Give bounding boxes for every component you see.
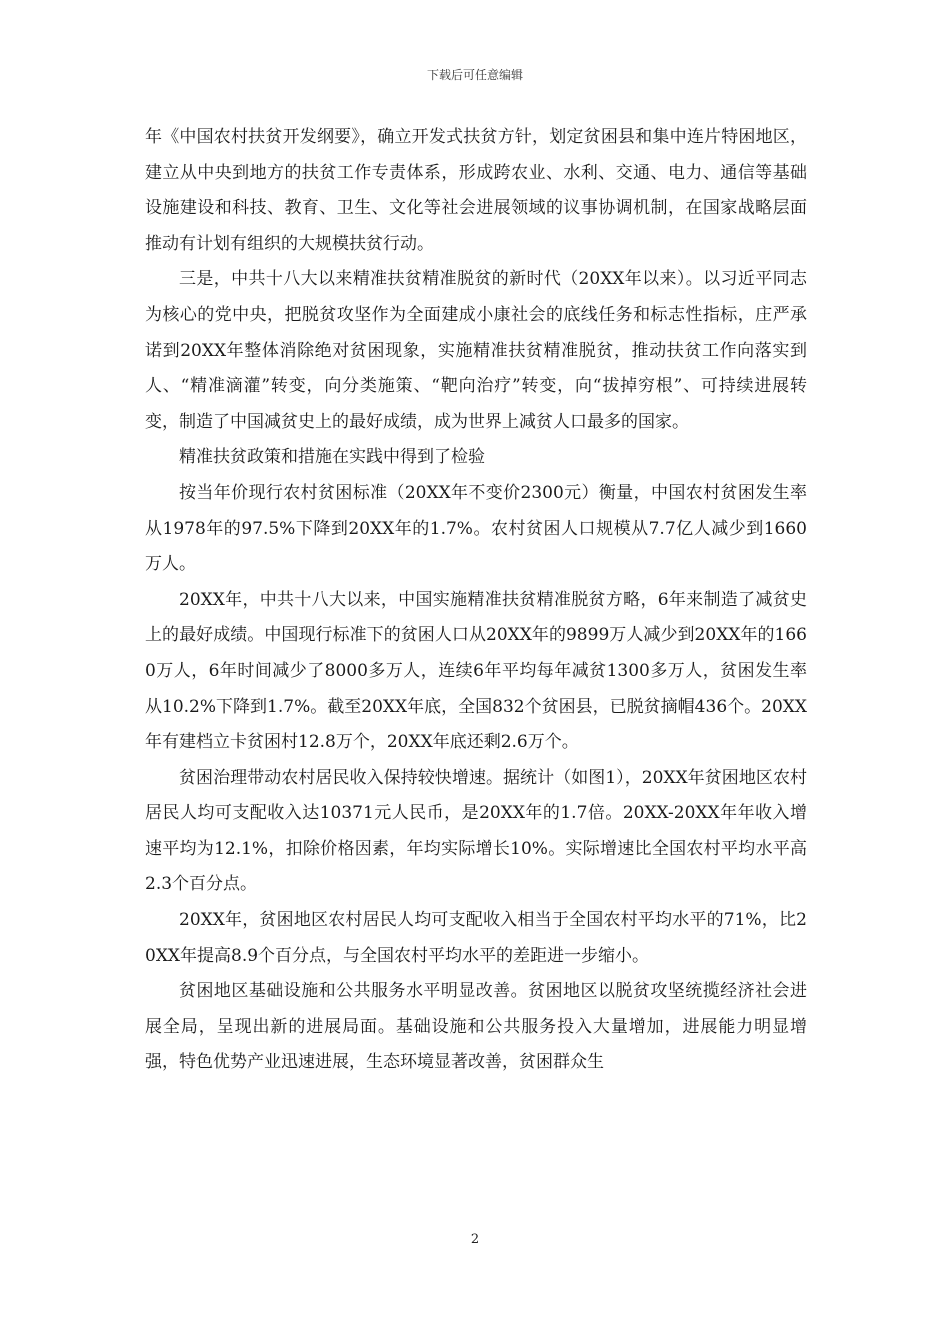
paragraph: 贫困治理带动农村居民收入保持较快增速。据统计（如图1），20XX年贫困地区农村居民人均可支配收入达10371元人民币，是20XX年的1.7倍。20XX-20XX年年收入增速平均为12.1%，扣除价格因素，年均实际增长10%。实际增速比全国农村平均水平高2.3个百分点。 — [145, 767, 807, 895]
paragraph: 20XX年，中共十八大以来，中国实施精准扶贫精准脱贫方略，6年来制造了减贫史上的最好成绩。中国现行标准下的贫困人口从20XX年的9899万人减少到20XX年的1660万人，6年时间减少了8000多万人，连续6年平均每年减贫1300多万人，贫困发生率从10.2%下降到1.7%。截至20XX年底，全国832个贫困县，已脱贫摘帽436个。20XX年有建档立卡贫困村12.8万个，20XX年底还剩2.6万个。 — [145, 589, 807, 753]
paragraph: 20XX年，贫困地区农村居民人均可支配收入相当于全国农村平均水平的71%，比20XX年提高8.9个百分点，与全国农村平均水平的差距进一步缩小。 — [145, 910, 807, 966]
paragraph: 三是，中共十八大以来精准扶贫精准脱贫的新时代（20XX年以来）。以习近平同志为核心的党中央，把脱贫攻坚作为全面建成小康社会的底线任务和标志性指标，庄严承诺到20XX年整体消除绝对贫困现象，实施精准扶贫精准脱贫，推动扶贫工作向落实到人、“精准滴灌”转变，向分类施策、“靶向治疗”转变，向“拔掉穷根”、可持续进展转变，制造了中国减贫史上的最好成绩，成为世界上减贫人口最多的国家。 — [145, 269, 807, 432]
section-heading: 精准扶贫政策和措施在实践中得到了检验 — [179, 447, 485, 468]
document-body — [145, 120, 807, 1081]
paragraph-continuation: 年《中国农村扶贫开发纲要》，确立开发式扶贫方针，划定贫困县和集中连片特困地区，建立从中央到地方的扶贫工作专责体系，形成跨农业、水利、交通、电力、通信等基础设施建设和科技、教育、卫生、文化等社会进展领域的议事协调机制，在国家战略层面推动有计划有组织的大规模扶贫行动。 — [145, 127, 807, 254]
paragraph: 按当年价现行农村贫困标准（20XX年不变价2300元）衡量，中国农村贫困发生率从1978年的97.5%下降到20XX年的1.7%。农村贫困人口规模从7.7亿人减少到1660万人。 — [145, 482, 807, 575]
page-number: 2 — [470, 1232, 480, 1247]
paragraph: 贫困地区基础设施和公共服务水平明显改善。贫困地区以脱贫攻坚统揽经济社会进展全局，呈现出新的进展局面。基础设施和公共服务投入大量增加，进展能力明显增强，特色优势产业迅速进展，生态环境显著改善，贫困群众生 — [145, 981, 807, 1073]
header-note: 下载后可任意编辑 — [426, 68, 523, 82]
